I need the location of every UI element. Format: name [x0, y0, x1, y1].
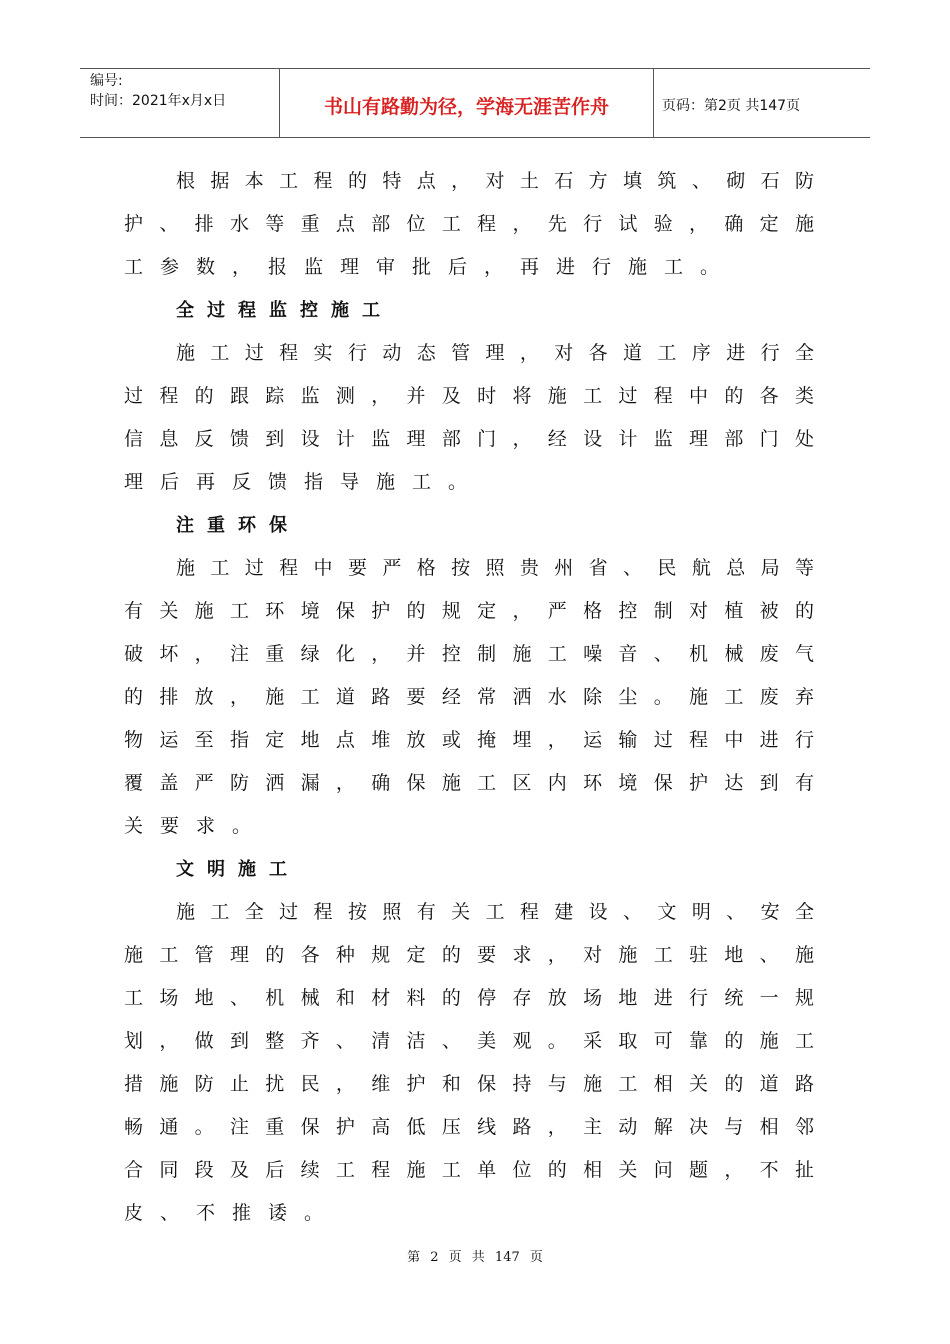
paragraph	[124, 332, 814, 504]
text-line: 过程的跟踪监测，并及时将施工过程中的各类	[124, 385, 814, 407]
text-line: 施工管理的各种规定的要求，对施工驻地、施	[124, 944, 814, 966]
text-line: 物运至指定地点堆放或掩埋，运输过程中进行	[124, 729, 814, 751]
page-header	[80, 68, 870, 138]
section-heading: 注重环保	[176, 515, 300, 536]
time-label: 时间：2021年x月x日	[90, 93, 227, 109]
text-line: 信息反馈到设计监理部门，经设计监理部门处	[124, 428, 814, 450]
text-line: 关要求。	[124, 815, 269, 837]
text-line: 划，做到整齐、清洁、美观。采取可靠的施工	[124, 1030, 814, 1052]
section-heading: 全过程监控施工	[176, 300, 393, 321]
text-line: 工场地、机械和材料的停存放场地进行统一规	[124, 987, 814, 1009]
paragraph	[124, 891, 814, 1235]
text-line: 皮、不推诿。	[124, 1202, 341, 1224]
number-label: 编号:	[90, 73, 123, 89]
paragraph	[124, 160, 814, 289]
text-line: 覆盖严防洒漏，确保施工区内环境保护达到有	[124, 772, 814, 794]
text-line: 合同段及后续工程施工单位的相关问题，不扯	[124, 1159, 814, 1181]
text-line: 破坏，注重绿化，并控制施工噪音、机械废气	[124, 643, 814, 665]
text-line: 施工过程中要严格按照贵州省、民航总局等	[176, 557, 814, 579]
paragraph	[124, 547, 814, 848]
text-line: 措施防止扰民，维护和保持与施工相关的道路	[124, 1073, 814, 1095]
header-meta	[80, 69, 280, 137]
header-page-info: 页码：第2页 共147页	[662, 98, 801, 114]
section-heading: 文明施工	[176, 859, 300, 880]
text-line: 的排放，施工道路要经常洒水除尘。施工废弃	[124, 686, 814, 708]
page-footer: 第 2 页 共 147 页	[407, 1250, 543, 1265]
text-line: 施工过程实行动态管理，对各道工序进行全	[176, 342, 814, 364]
text-line: 施工全过程按照有关工程建设、文明、安全	[176, 901, 814, 923]
text-line: 有关施工环境保护的规定，严格控制对植被的	[124, 600, 814, 622]
text-line: 畅通。注重保护高低压线路，主动解决与相邻	[124, 1116, 814, 1138]
document-body	[124, 160, 814, 1235]
text-line: 理后再反馈指导施工。	[124, 471, 485, 493]
text-line: 护、排水等重点部位工程，先行试验，确定施	[124, 213, 814, 235]
header-motto: 书山有路勤为径，学海无涯苦作舟	[280, 69, 654, 137]
text-line: 工参数，报监理审批后，再进行施工。	[124, 256, 737, 278]
text-line: 根据本工程的特点，对土石方填筑、砌石防	[176, 170, 814, 192]
